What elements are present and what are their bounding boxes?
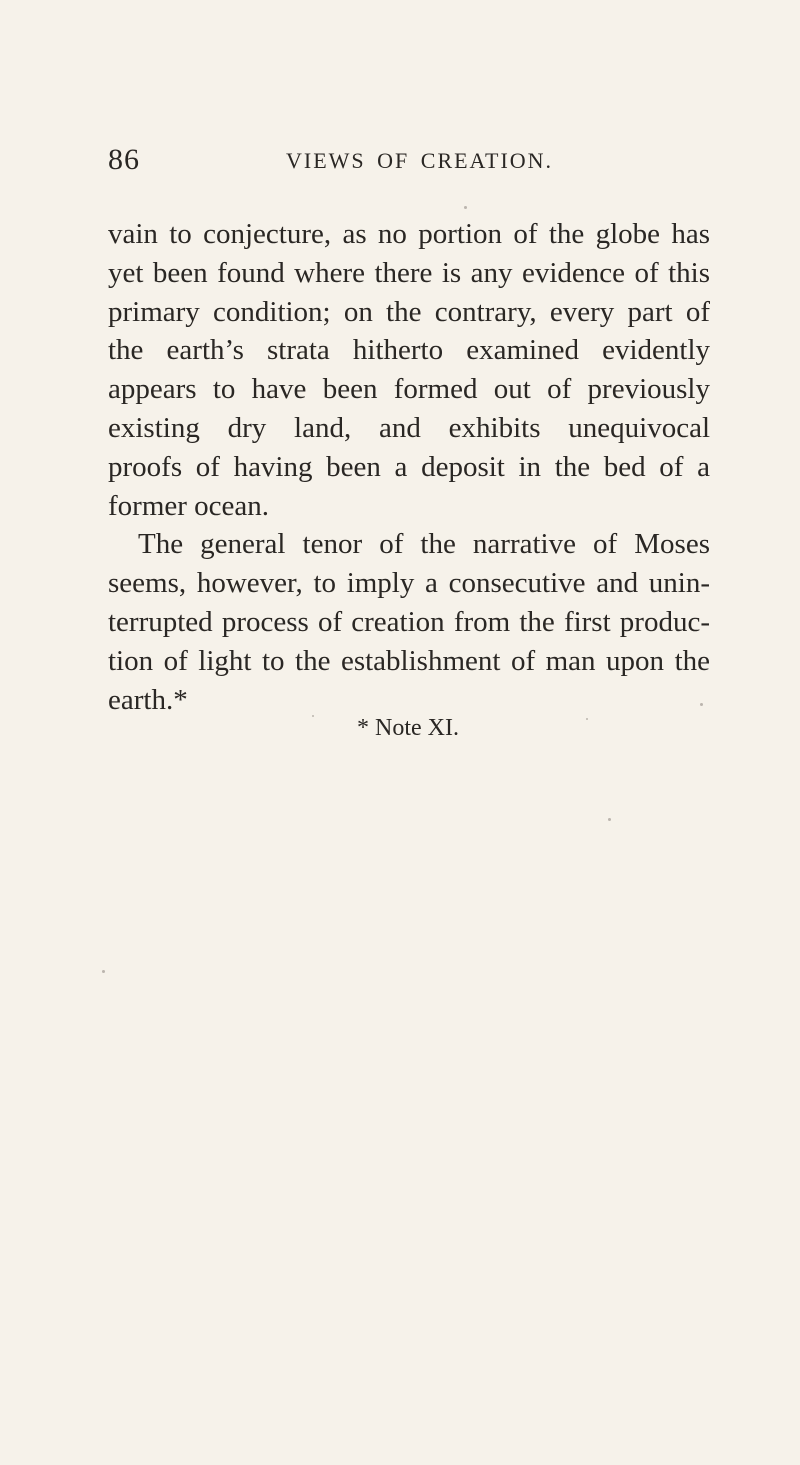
paper-speck <box>608 818 611 821</box>
paper-speck <box>586 718 588 720</box>
paper-speck <box>700 703 703 706</box>
paper-speck <box>312 715 314 717</box>
text-line: seems, however, to imply a consecutive and unin- <box>108 567 710 600</box>
page-number: 86 <box>108 143 140 176</box>
text-line: primary condition; on the contrary, every part of <box>108 295 710 328</box>
text-line: earth.* <box>108 683 188 716</box>
text-line: tion of light to the establishment of man upon the <box>108 644 710 677</box>
paper-speck <box>102 970 105 973</box>
text-line: The general tenor of the narrative of Moses <box>138 528 710 561</box>
text-line: vain to conjecture, as no portion of the globe has <box>108 218 710 250</box>
text-line: former ocean. <box>108 489 270 522</box>
body-text <box>108 215 710 719</box>
text-line: appears to have been formed out of previously <box>108 373 710 406</box>
running-head <box>108 142 708 178</box>
text-line: terrupted process of creation from the first produc- <box>108 605 710 638</box>
running-title: VIEWS OF CREATION. <box>286 148 554 173</box>
paper-speck <box>464 206 467 209</box>
text-line: proofs of having been a deposit in the bed of a <box>108 450 710 483</box>
text-line: yet been found where there is any evidence of this <box>108 256 710 289</box>
footnote: * Note XI. <box>357 715 459 741</box>
text-line: existing dry land, and exhibits unequivocal <box>108 411 710 444</box>
text-line: the earth’s strata hitherto examined evidently <box>108 334 710 367</box>
